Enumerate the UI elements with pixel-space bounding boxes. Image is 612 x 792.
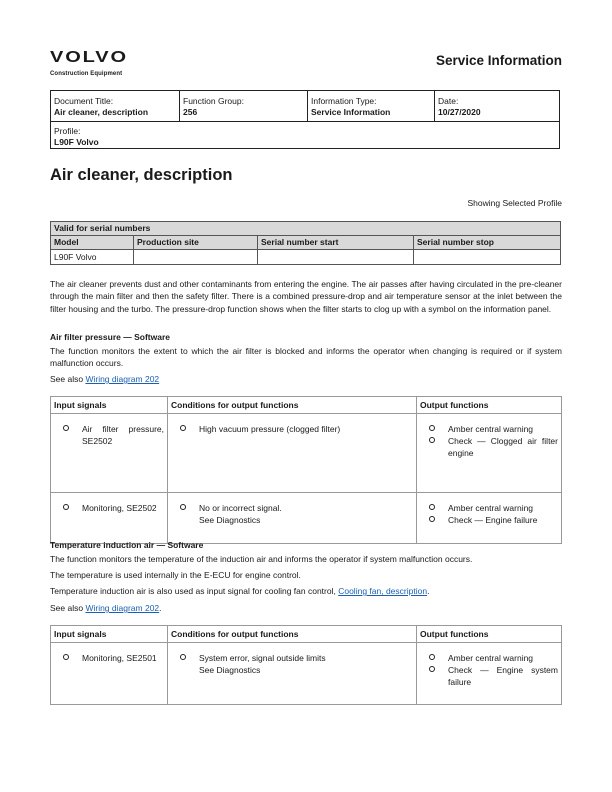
- text3-suffix: .: [427, 586, 430, 596]
- output-text: Amber central warning: [448, 503, 534, 513]
- serial-header-serial-stop: Serial number stop: [414, 236, 561, 250]
- condition-line2: See Diagnostics: [199, 515, 261, 525]
- document-title-cell: [51, 91, 179, 121]
- temperature-signal-table: [50, 625, 562, 705]
- document-type-header: Service Information: [435, 53, 562, 68]
- logo-wordmark: VOLVO: [50, 49, 128, 66]
- section-heading-air-filter: Air filter pressure — Software: [50, 332, 170, 342]
- output-text: Amber central warning: [448, 653, 534, 663]
- section2-text2: The temperature is used internally in the E-ECU for engine control.: [50, 570, 301, 580]
- input-cell: [51, 493, 168, 544]
- bullet-icon: [429, 666, 435, 672]
- function-group-label: Function Group:: [183, 96, 244, 106]
- table-row: [51, 643, 562, 705]
- section-heading-temperature: Temperature induction air — Software: [50, 540, 204, 550]
- date-label: Date:: [438, 96, 459, 106]
- date-value: 10/27/2020: [438, 107, 481, 117]
- bullet-icon: [180, 654, 186, 660]
- bullet-icon: [63, 504, 69, 510]
- input-cell: [51, 414, 168, 493]
- header-conditions: Conditions for output functions: [168, 397, 417, 414]
- information-type-label: Information Type:: [311, 96, 377, 106]
- section2-text1: The function monitors the temperature of the induction air and informs the operator if system malfunction occurs.: [50, 554, 473, 564]
- bullet-icon: [429, 654, 435, 660]
- condition-cell: [168, 643, 417, 705]
- output-cell: [417, 493, 562, 544]
- list-item: [417, 423, 561, 435]
- bullet-icon: [180, 425, 186, 431]
- profile-value: L90F Volvo: [54, 137, 99, 147]
- output-cell: [417, 414, 562, 493]
- serial-table-caption: Valid for serial numbers: [51, 222, 561, 236]
- information-type-value: Service Information: [311, 107, 391, 117]
- output-text: Check — Engine failure: [448, 515, 538, 525]
- text3-prefix: Temperature induction air is also used as input signal for cooling fan control,: [50, 586, 339, 596]
- cooling-fan-link[interactable]: Cooling fan, description: [338, 586, 428, 596]
- profile-label: Profile:: [54, 126, 81, 136]
- input-cell: [51, 643, 168, 705]
- wiring-diagram-link[interactable]: Wiring diagram 202: [85, 603, 160, 613]
- header-input-signals: Input signals: [51, 397, 168, 414]
- see-also-suffix: .: [159, 603, 162, 613]
- header-input-signals: Input signals: [51, 626, 168, 643]
- serial-cell-serial-start: [258, 250, 414, 265]
- bullet-icon: [429, 437, 435, 443]
- serial-cell-serial-stop: [414, 250, 561, 265]
- document-title-label: Document Title:: [54, 96, 114, 106]
- header-output-functions: Output functions: [417, 626, 562, 643]
- output-list: [417, 493, 561, 526]
- condition-line1: No or incorrect signal.: [199, 503, 282, 513]
- condition-line1: System error, signal outside limits: [199, 653, 326, 663]
- output-text: Check — Engine system failure: [448, 665, 558, 687]
- list-item: [417, 664, 561, 688]
- profile-cell: [51, 122, 102, 148]
- serial-numbers-table: [50, 221, 561, 265]
- serial-cell-production-site: [134, 250, 258, 265]
- condition-line2: See Diagnostics: [199, 665, 261, 675]
- volvo-logo: [50, 49, 128, 77]
- condition-cell: [168, 414, 417, 493]
- air-filter-signal-table: [50, 396, 562, 544]
- condition-text: [199, 502, 282, 526]
- serial-header-model: Model: [51, 236, 134, 250]
- condition-line1: High vacuum pressure (clogged filter): [199, 424, 341, 434]
- document-title-value: Air cleaner, description: [54, 107, 149, 117]
- document-info-grid: [50, 90, 560, 149]
- serial-header-serial-start: Serial number start: [258, 236, 414, 250]
- section1-see-also: [50, 373, 562, 385]
- input-signal-text: Monitoring, SE2501: [82, 653, 157, 663]
- list-item: [417, 652, 561, 664]
- output-list: [417, 643, 561, 688]
- profile-note: Showing Selected Profile: [467, 198, 562, 208]
- logo-subtitle: Construction Equipment: [50, 71, 123, 77]
- list-item: [417, 514, 561, 526]
- bullet-icon: [429, 425, 435, 431]
- section2-see-also: [50, 602, 562, 614]
- wiring-diagram-link[interactable]: Wiring diagram 202: [85, 374, 160, 384]
- bullet-icon: [180, 504, 186, 510]
- output-list: [417, 414, 561, 459]
- table-row: [51, 250, 561, 265]
- output-text: Check — Clogged air filter engine: [448, 436, 558, 458]
- section2-text3: [50, 585, 562, 597]
- condition-text: [199, 423, 340, 435]
- list-item: [417, 435, 561, 459]
- date-cell: [434, 91, 559, 121]
- information-type-cell: [307, 91, 434, 121]
- serial-header-production-site: Production site: [134, 236, 258, 250]
- list-item: [417, 502, 561, 514]
- bullet-icon: [429, 504, 435, 510]
- bullet-icon: [429, 516, 435, 522]
- serial-cell-model: L90F Volvo: [51, 250, 134, 265]
- input-signal-text: Air filter pressure, SE2502: [82, 424, 164, 446]
- section1-text: The function monitors the extent to which the air filter is blocked and informs the operator when changing is required or if system malfunction occurs.: [50, 346, 562, 369]
- input-signal-text: Monitoring, SE2502: [82, 503, 157, 513]
- condition-cell: [168, 493, 417, 544]
- see-also-prefix: See also: [50, 603, 86, 613]
- bullet-icon: [63, 425, 69, 431]
- output-cell: [417, 643, 562, 705]
- header-conditions: Conditions for output functions: [168, 626, 417, 643]
- see-also-prefix: See also: [50, 374, 86, 384]
- condition-text: [199, 652, 326, 676]
- output-text: Amber central warning: [448, 424, 534, 434]
- page-title: Air cleaner, description: [50, 166, 233, 184]
- table-row: [51, 414, 562, 493]
- intro-paragraph: The air cleaner prevents dust and other contaminants from entering the engine. The air passes after having circulated in the pre-cleaner through the main filter and then the safety filter. There is a combined pressure-drop and air temperature sensor at the inlet between the filter housing and the turbo. The pressure-drop function shows when the filter starts to clog up with a symbol on the information panel.: [50, 279, 562, 314]
- function-group-value: 256: [183, 107, 198, 117]
- function-group-cell: [179, 91, 307, 121]
- header-output-functions: Output functions: [417, 397, 562, 414]
- bullet-icon: [63, 654, 69, 660]
- table-row: [51, 493, 562, 544]
